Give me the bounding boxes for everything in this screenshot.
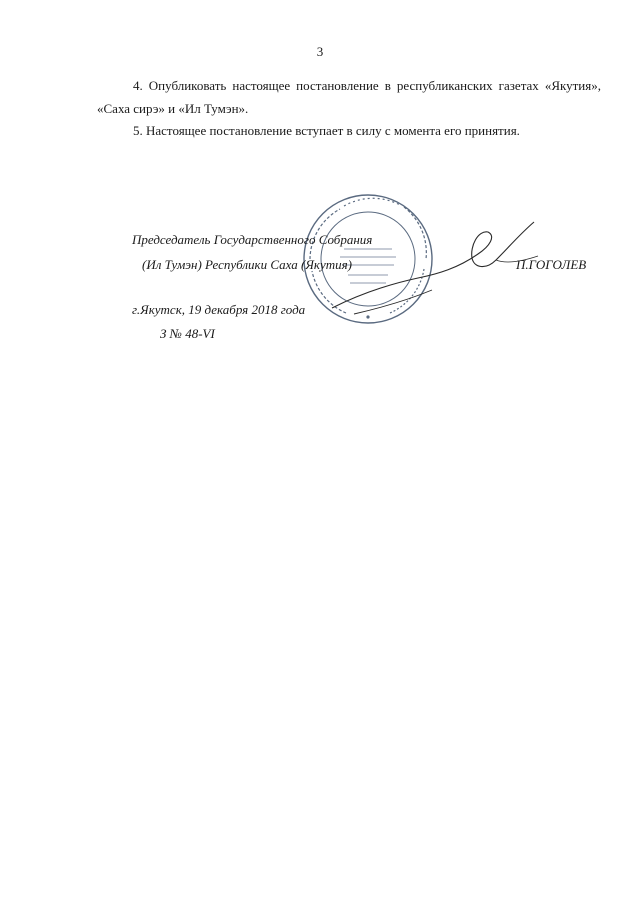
page-number: 3 (316, 44, 324, 59)
signatory-title-line-1: Председатель Государственного Собрания (132, 232, 373, 247)
paragraph-4: 4. Опубликовать настоящее постановление в республиканских газетах «Якутия», «Саха сирэ» и «Ил Тумэн». (97, 78, 601, 116)
paragraph-5: 5. Настоящее постановление вступает в силу с момента его принятия. (133, 123, 520, 138)
signatory-name: П.ГОГОЛЕВ (516, 257, 587, 272)
document-number: З № 48-VI (160, 326, 215, 341)
signatory-title-line-2: (Ил Тумэн) Республики Саха (Якутия) (142, 257, 352, 272)
place-and-date: г.Якутск, 19 декабря 2018 года (132, 302, 306, 317)
